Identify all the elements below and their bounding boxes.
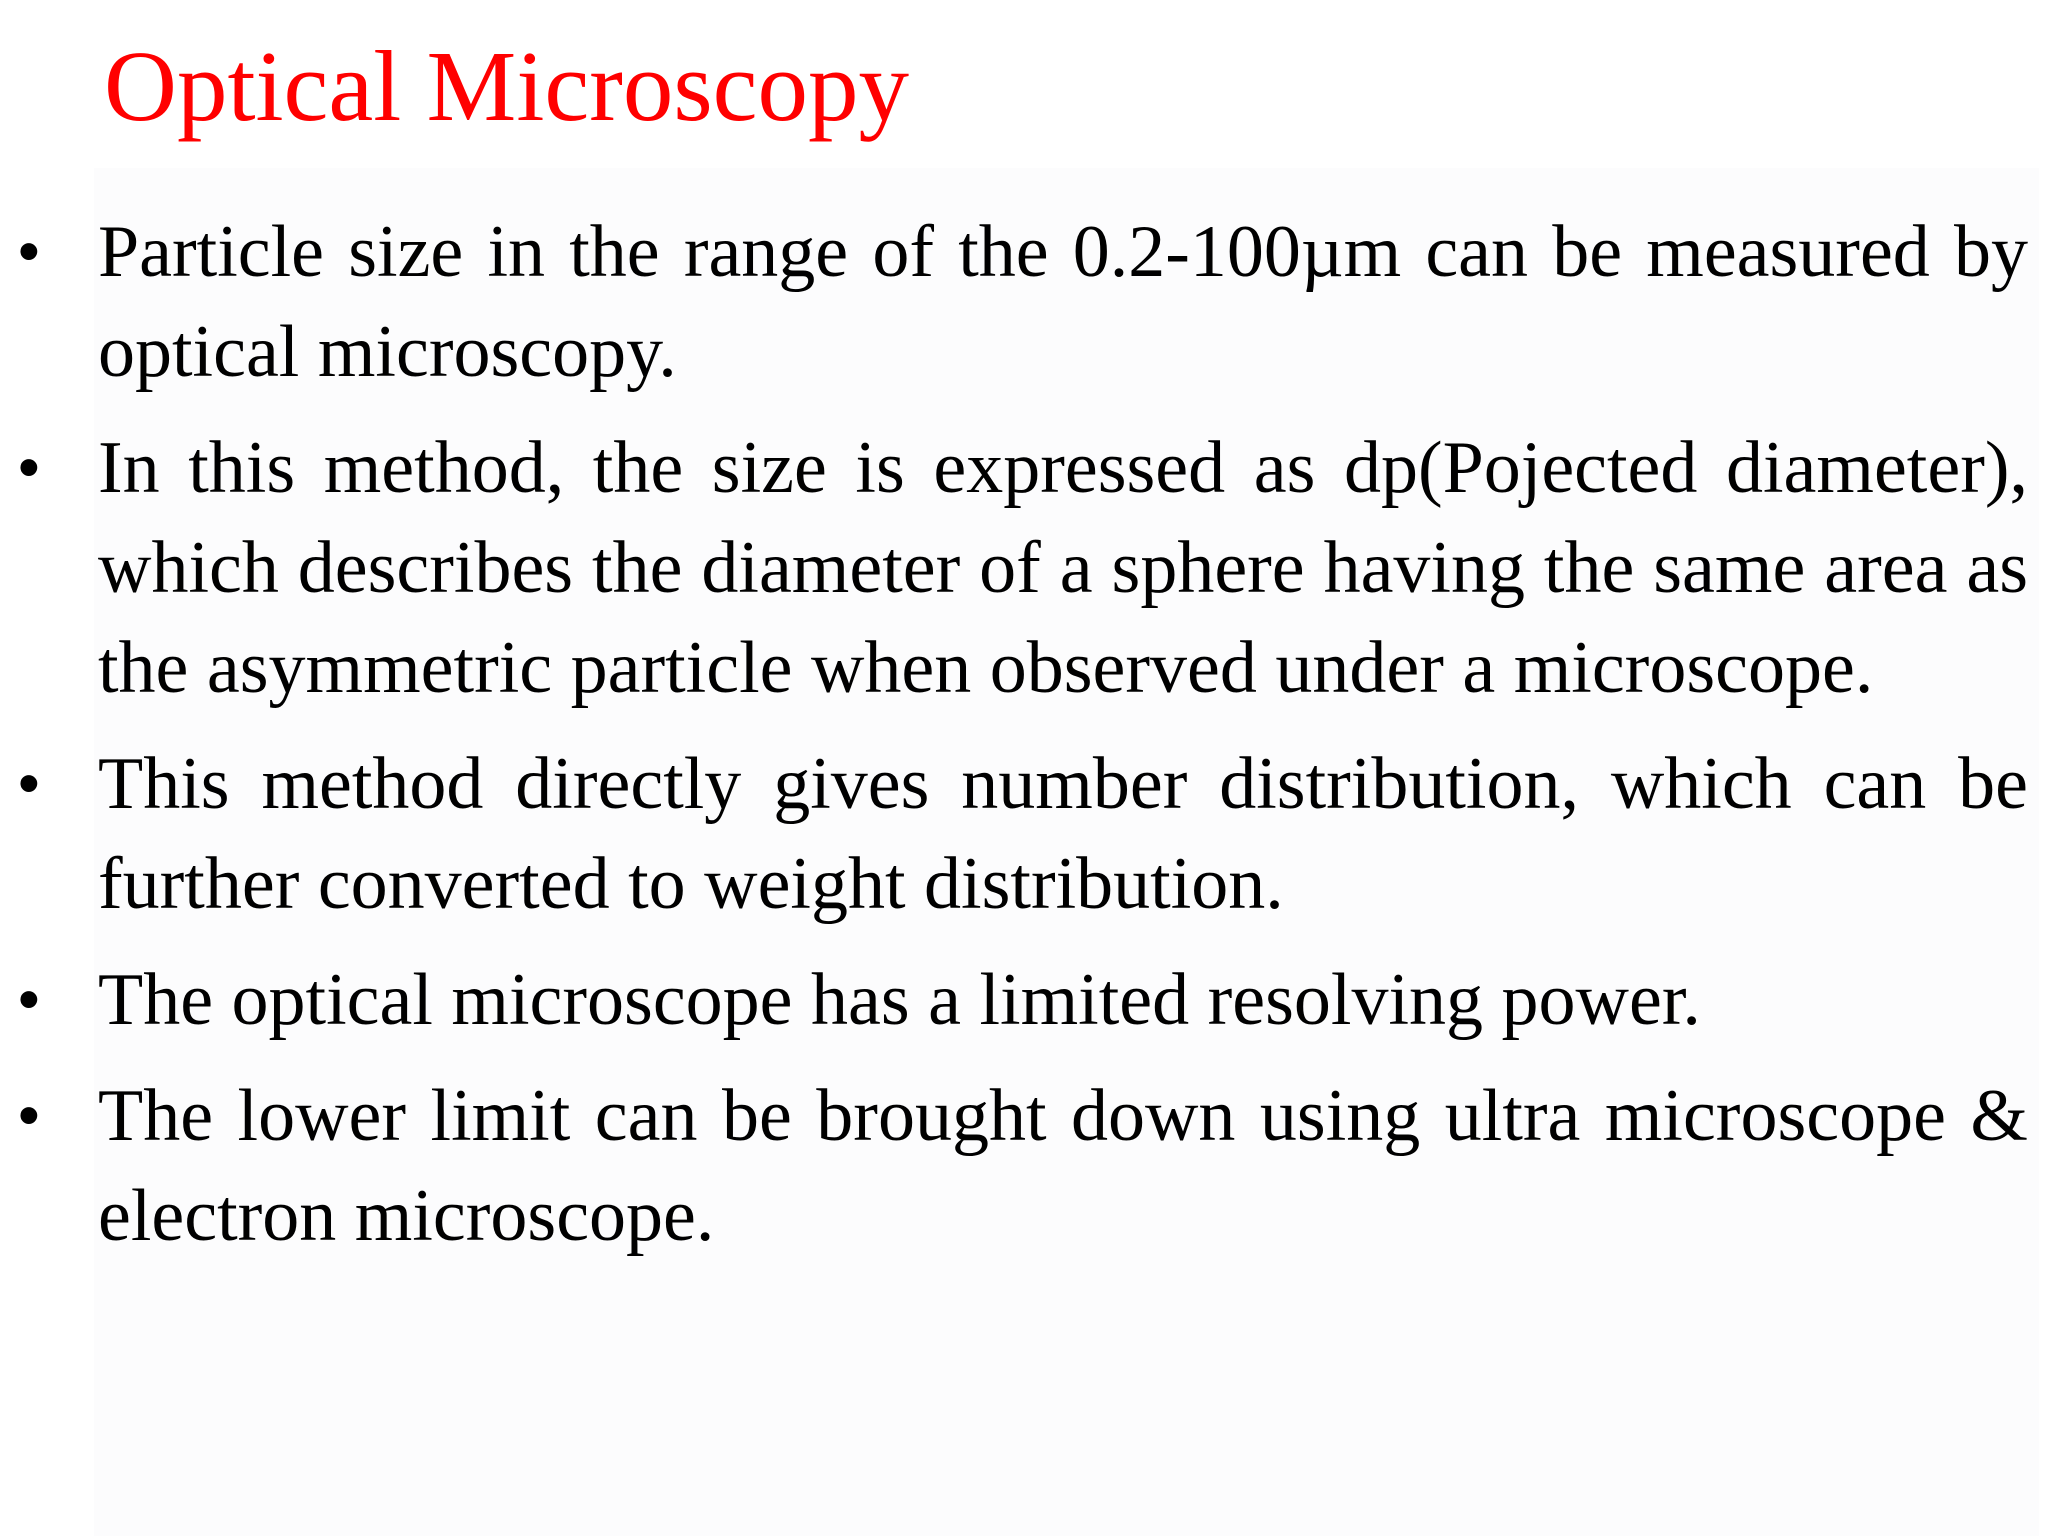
slide-title: Optical Microscopy [104,30,909,142]
bullet-marker: • [18,433,40,502]
bullet-item-number-distribution [18,734,2028,934]
bullet-list [18,202,2028,1266]
bullet-item-particle-size-range [18,202,2028,402]
bullet-item-lower-limit [18,1066,2028,1266]
bullet-marker: • [18,217,40,286]
bullet-item-projected-diameter [18,418,2028,718]
bullet-marker: • [18,749,40,818]
bullet-text: In this method, the size is expressed as dp(Pojected diameter), which describes the diameter of a sphere having the same area as the asymmetric particle when observed under a microscope. [98,427,2028,709]
bullet-text: Particle size in the range of the 0.2-100µm can be measured by optical microscopy. [98,211,2028,393]
bullet-item-resolving-power [18,950,2028,1050]
bullet-marker: • [18,1081,40,1150]
bullet-text: This method directly gives number distribution, which can be further converted to weight distribution. [98,743,2028,925]
bullet-text: The lower limit can be brought down using ultra microscope & electron microscope. [98,1075,2028,1257]
bullet-marker: • [18,965,40,1034]
bullet-text: The optical microscope has a limited resolving power. [98,959,1701,1041]
